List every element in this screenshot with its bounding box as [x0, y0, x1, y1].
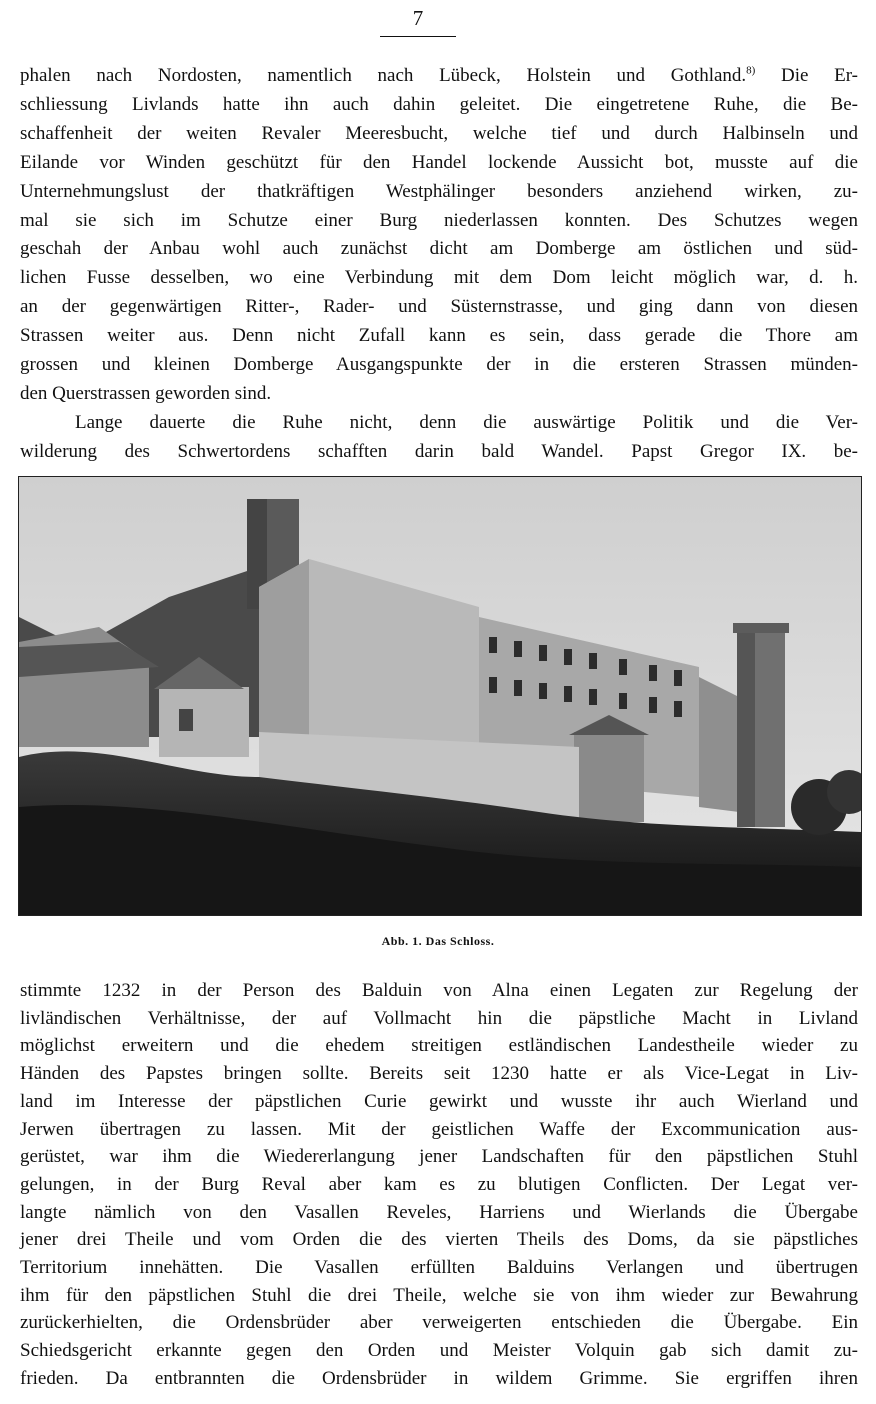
- page-number-rule: [380, 36, 456, 37]
- paragraph-line: gelungen, in der Burg Reval aber kam es zu blutigen Conflicten. Der Legat ver-: [20, 1173, 858, 1195]
- paragraph-line: möglichst erweitern und die ehedem streitigen estländischen Landestheile wieder zu: [20, 1035, 858, 1057]
- paragraph-line: [20, 62, 858, 91]
- paragraph-line: schaffenheit der weiten Revaler Meeresbucht, welche tief und durch Halbinseln und: [20, 122, 858, 144]
- paragraph-line: langte nämlich von den Vasallen Reveles, Harriens und Wierlands die Übergabe: [20, 1201, 858, 1223]
- paragraph-line: Händen des Papstes bringen sollte. Bereits seit 1230 hatte er als Vice-Legat in Liv-: [20, 1063, 858, 1085]
- paragraph-line: geschah der Anbau wohl auch zunächst dicht am Domberge am östlichen und süd-: [20, 238, 858, 260]
- paragraph-line-text: phalen nach Nordosten, namentlich nach Lübeck, Holstein und Gothland.: [20, 65, 747, 86]
- castle-photograph: [18, 476, 862, 916]
- paragraph-line: Unternehmungslust der thatkräftigen Westphälinger besonders anziehend wirken, zu-: [20, 180, 858, 202]
- paragraph-line: livländischen Verhältnisse, der auf Vollmacht hin die päpstliche Macht in Livland: [20, 1007, 858, 1029]
- paragraph-line: Lange dauerte die Ruhe nicht, denn die auswärtige Politik und die Ver-: [75, 411, 858, 433]
- paragraph-line: schliessung Livlands hatte ihn auch dahin geleitet. Die eingetretene Ruhe, die Be-: [20, 93, 858, 115]
- page-number: 7: [412, 6, 424, 30]
- paragraph-line: Eilande vor Winden geschützt für den Handel lockende Aussicht bot, musste auf die: [20, 151, 858, 173]
- paragraph-line: an der gegenwärtigen Ritter-, Rader- und Süsternstrasse, und ging dann von diesen: [20, 296, 858, 318]
- paragraph-line: frieden. Da entbrannten die Ordensbrüder in wildem Grimme. Sie ergriffen ihren: [20, 1367, 858, 1389]
- paragraph-line: ihm für den päpstlichen Stuhl die drei Theile, welche sie von ihm wieder zur Bewahrung: [20, 1284, 858, 1306]
- body-text-bottom: [20, 977, 858, 1393]
- paragraph-line: Territorium innehätten. Die Vasallen erfüllten Balduins Verlangen und übertrugen: [20, 1257, 858, 1279]
- paragraph-line: grossen und kleinen Domberge Ausgangspunkte der in die ersteren Strassen münden-: [20, 354, 858, 376]
- paragraph-line: wilderung des Schwertordens schafften darin bald Wandel. Papst Gregor IX. be-: [20, 440, 858, 462]
- paragraph-line: land im Interesse der päpstlichen Curie gewirkt und wusste ihr auch Wierland und: [20, 1090, 858, 1112]
- paragraph-line: gerüstet, war ihm die Wiedererlangung jener Landschaften für den päpstlichen Stuhl: [20, 1146, 858, 1168]
- paragraph-line: Strassen weiter aus. Denn nicht Zufall kann es sein, dass gerade die Thore am: [20, 325, 858, 347]
- paragraph-line: Jerwen übertragen zu lassen. Mit der geistlichen Waffe der Excommunication aus-: [20, 1118, 858, 1140]
- paragraph-line: Schiedsgericht erkannte gegen den Orden und Meister Volquin gab sich damit zu-: [20, 1340, 858, 1362]
- body-text-top: [20, 62, 858, 467]
- paragraph-line: stimmte 1232 in der Person des Balduin von Alna einen Legaten zur Regelung der: [20, 980, 858, 1001]
- castle-illustration: [19, 477, 861, 915]
- paragraph-line: zurückerhielten, die Ordensbrüder aber verweigerten entschieden die Übergabe. Ein: [20, 1312, 858, 1334]
- footnote-reference: 8): [746, 64, 756, 77]
- paragraph-line-text: Die Er-: [755, 65, 858, 86]
- paragraph-line: den Querstrassen geworden sind.: [20, 382, 272, 404]
- paragraph-line: lichen Fusse desselben, wo eine Verbindung mit dem Dom leicht möglich war, d. h.: [20, 267, 858, 289]
- figure-caption: Abb. 1. Das Schloss.: [381, 934, 495, 948]
- paragraph-line: mal sie sich im Schutze einer Burg niederlassen konnten. Des Schutzes wegen: [20, 209, 858, 231]
- paragraph-line: jener drei Theile und vom Orden die des vierten Theils des Doms, da sie päpstliches: [20, 1229, 858, 1251]
